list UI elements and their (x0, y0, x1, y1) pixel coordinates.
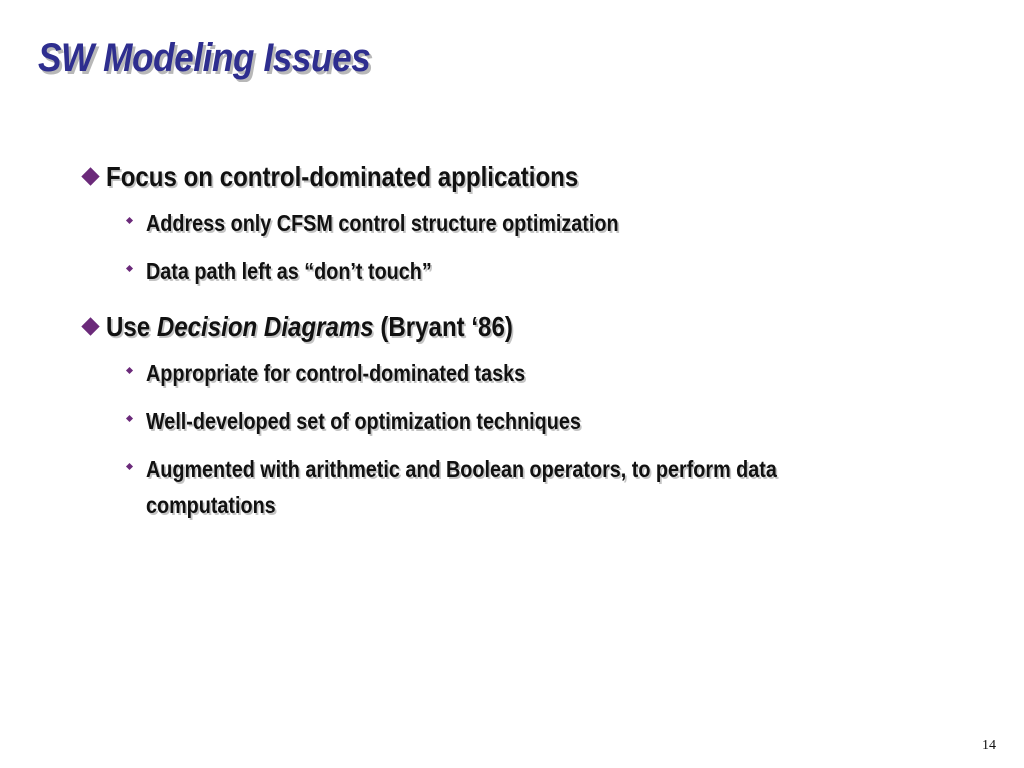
sub-bullet-datapath-text: Data path left as “don’t touch” (146, 258, 432, 284)
bullet-decision-diagrams-text (106, 307, 513, 347)
small-diamond-bullet-icon (126, 355, 146, 389)
bullet-emphasis: Decision Diagrams (156, 311, 374, 342)
diamond-bullet-icon (80, 157, 106, 197)
sub-bullet-techniques-text: Well-developed set of optimization techniques (146, 408, 581, 434)
bullet-use-prefix: Use (106, 311, 157, 342)
small-diamond-bullet-icon (126, 253, 146, 287)
small-diamond-bullet-icon (126, 205, 146, 239)
bullet-decision-diagrams (80, 307, 980, 347)
sub-bullet-appropriate-text: Appropriate for control-dominated tasks (146, 360, 526, 386)
sub-bullet-appropriate (126, 355, 980, 391)
page-number: 14 (982, 738, 996, 753)
sub-bullet-augmented (126, 451, 980, 523)
sub-bullet-techniques (126, 403, 980, 439)
sub-bullet-augmented-text: Augmented with arithmetic and Boolean operators, to perform data computations (146, 456, 777, 518)
slide-title: SW Modeling Issues (38, 36, 371, 80)
slide-content (80, 157, 980, 523)
sub-bullet-cfsm-text: Address only CFSM control structure optimization (146, 210, 619, 236)
bullet-focus-text: Focus on control-dominated applications (106, 161, 579, 192)
bullet-bryant-suffix: (Bryant ‘86) (373, 311, 513, 342)
sub-bullet-datapath (126, 253, 980, 289)
small-diamond-bullet-icon (126, 451, 146, 485)
bullet-focus (80, 157, 980, 197)
diamond-bullet-icon (80, 307, 106, 347)
sub-bullet-cfsm (126, 205, 980, 241)
small-diamond-bullet-icon (126, 403, 146, 437)
